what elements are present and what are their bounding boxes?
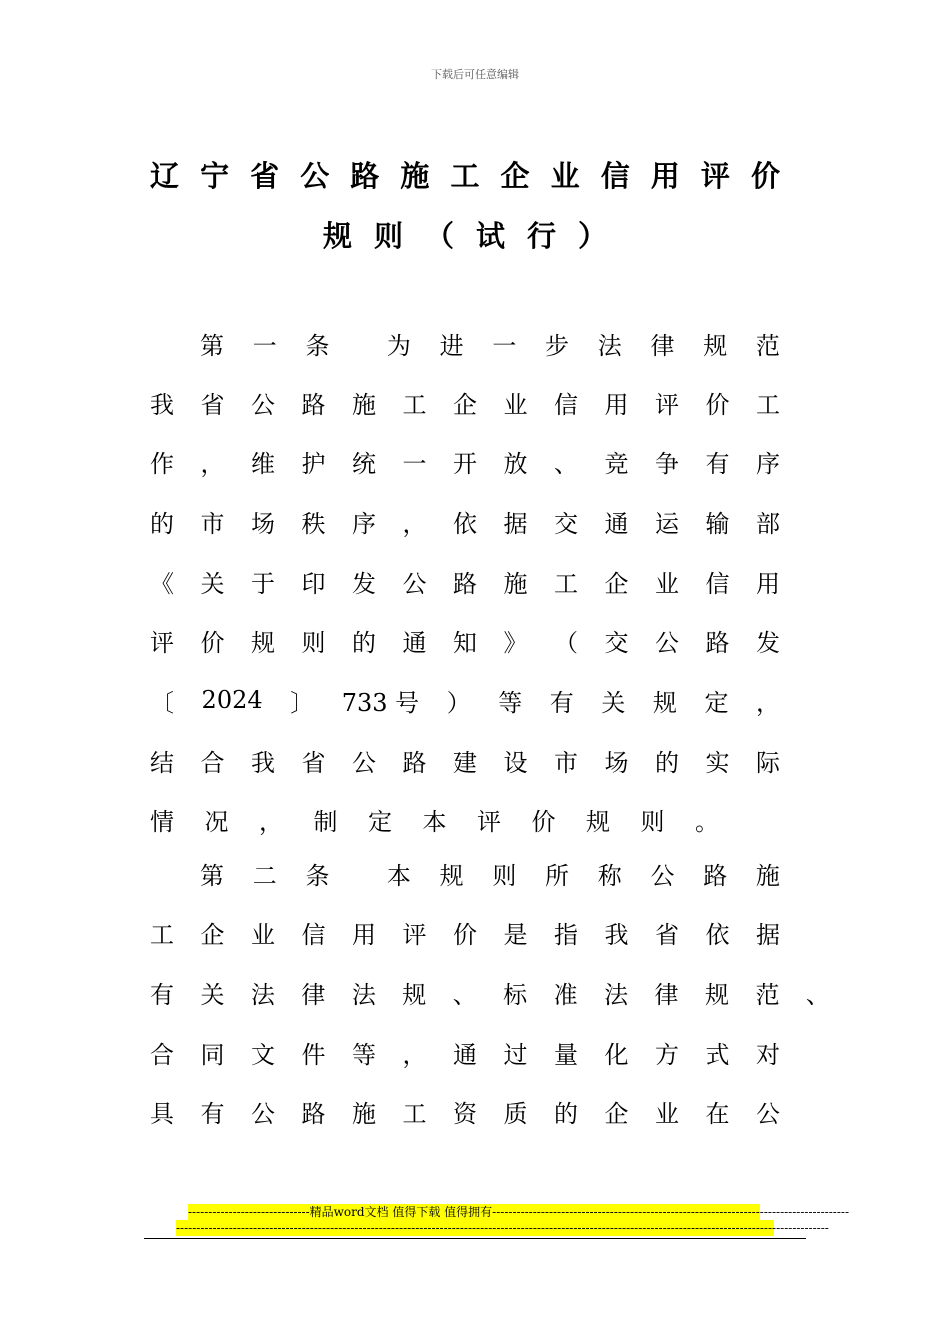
body-token: 开 (453, 449, 477, 478)
body-token: 有 (549, 688, 574, 717)
body-token: 信 (705, 569, 730, 598)
body-token: 一 (492, 331, 517, 360)
body-token: 维 (251, 449, 275, 478)
body-token: 业 (655, 1099, 679, 1128)
body-token: 等 (498, 688, 523, 717)
body-token: 的 (352, 628, 376, 657)
body-token: 评 (150, 628, 174, 657)
body-token: 二 (252, 861, 277, 890)
body-token: 通 (402, 628, 427, 657)
body-token: 件 (301, 1040, 326, 1069)
title-line-2-char: 则 (373, 219, 403, 253)
body-token: 规 (439, 861, 464, 890)
body-token: 信 (301, 920, 326, 949)
body-token: 本 (422, 807, 447, 836)
body-token: 路 (301, 390, 326, 419)
body-token: 关 (601, 688, 626, 717)
title-line-1-char: 辽 (150, 159, 180, 193)
document-title-line-1 (150, 154, 780, 195)
body-line (150, 742, 780, 778)
body-token: 路 (402, 748, 427, 777)
body-token: 通 (604, 509, 629, 538)
body-token: 具 (150, 1099, 174, 1128)
title-line-1-char: 业 (550, 159, 580, 193)
body-token: 》 (503, 628, 528, 657)
body-token: 有 (150, 980, 174, 1009)
body-token: 律 (301, 980, 326, 1009)
body-token: 际 (756, 748, 780, 777)
body-token: ， (259, 807, 283, 836)
body-token: 、 (452, 980, 477, 1009)
body-token: 规 (251, 628, 275, 657)
body-token: 公 (756, 1099, 780, 1128)
body-token: 价 (200, 628, 225, 657)
footer-banner (176, 1204, 849, 1236)
body-token: 用 (352, 920, 376, 949)
body-token: 733 号 (341, 688, 420, 717)
body-token: 法 (604, 980, 629, 1009)
body-token: 2024 (201, 686, 263, 714)
body-token: 路 (703, 861, 728, 890)
body-token: 一 (402, 449, 427, 478)
body-token: 路 (301, 1099, 326, 1128)
body-token: 公 (655, 628, 679, 657)
body-token: 知 (453, 628, 477, 657)
body-token: 是 (503, 920, 528, 949)
body-token: 工 (402, 390, 427, 419)
footer-banner-line-1: ------------------------------精品word文档 值得下载 值得拥有---------------------------------------------------------------------------------------- (188, 1205, 849, 1219)
body-token: 业 (251, 920, 275, 949)
body-line (150, 563, 780, 599)
body-token: 企 (453, 390, 477, 419)
body-token: 工 (402, 1099, 427, 1128)
body-token: 放 (503, 449, 528, 478)
body-token: 范 (755, 331, 780, 360)
body-token: 通 (453, 1040, 477, 1069)
body-token: 评 (402, 920, 427, 949)
body-token: 同 (200, 1040, 225, 1069)
body-line (200, 855, 780, 891)
body-token: 我 (150, 390, 174, 419)
title-line-1-char: 信 (600, 159, 630, 193)
body-token: 规 (586, 807, 610, 836)
body-token: 业 (655, 569, 679, 598)
body-token: 工 (150, 920, 174, 949)
body-token: 化 (604, 1040, 629, 1069)
body-token: 用 (604, 390, 629, 419)
body-token: 的 (150, 509, 174, 538)
title-line-2-char: 规 (322, 219, 352, 253)
title-line-1-char: 宁 (200, 159, 230, 193)
body-token: ， (755, 688, 780, 717)
body-token: 工 (554, 569, 578, 598)
body-token: （ (554, 628, 578, 657)
body-token: 省 (301, 748, 326, 777)
body-token: 发 (756, 628, 780, 657)
body-token: 的 (554, 1099, 578, 1128)
body-token: 则 (301, 628, 326, 657)
body-token: 合 (150, 1040, 174, 1069)
body-token: 律 (650, 331, 675, 360)
body-token: 质 (503, 1099, 528, 1128)
body-line (150, 914, 780, 950)
body-token: 关 (200, 569, 225, 598)
body-token: 设 (503, 748, 528, 777)
title-line-1-char: 用 (650, 159, 680, 193)
body-token: 有 (200, 1099, 225, 1128)
body-token: 于 (251, 569, 275, 598)
body-token: 序 (352, 509, 376, 538)
body-token: 交 (554, 509, 578, 538)
body-token: 省 (200, 390, 225, 419)
body-token: 作 (150, 449, 174, 478)
title-line-2-char: （ (424, 219, 454, 253)
body-line (150, 384, 780, 420)
body-token: 施 (352, 390, 376, 419)
document-title-line-2 (150, 214, 780, 255)
body-token: 部 (756, 509, 780, 538)
body-token: 规 (402, 980, 427, 1009)
body-token: 路 (453, 569, 477, 598)
body-token: 施 (503, 569, 528, 598)
body-token: ， (402, 1040, 427, 1069)
title-line-1-char: 评 (700, 159, 730, 193)
body-token: 市 (200, 509, 225, 538)
body-token: 式 (705, 1040, 730, 1069)
title-line-2-char: ） (578, 219, 608, 253)
body-line (150, 801, 780, 837)
body-token: 称 (597, 861, 622, 890)
body-token: 公 (251, 1099, 275, 1128)
body-token: 用 (756, 569, 780, 598)
body-token: 规 (652, 688, 677, 717)
body-token: 建 (453, 748, 477, 777)
body-token: 法 (597, 331, 622, 360)
body-token: 情 (150, 807, 174, 836)
body-token: 实 (705, 748, 730, 777)
body-token: 公 (251, 390, 275, 419)
title-line-1-char: 省 (250, 159, 280, 193)
body-token: 制 (313, 807, 338, 836)
title-line-1-char: 企 (500, 159, 530, 193)
body-token: 第 (200, 331, 224, 360)
body-token: 过 (503, 1040, 528, 1069)
body-token: 条 (305, 861, 330, 890)
body-token: 有 (705, 449, 730, 478)
body-token: 公 (402, 569, 427, 598)
body-token: 步 (545, 331, 570, 360)
body-token: 方 (655, 1040, 679, 1069)
body-token: 。 (695, 807, 719, 836)
body-line (150, 1093, 780, 1129)
body-token: 定 (704, 688, 729, 717)
body-token: 业 (503, 390, 528, 419)
body-token: 一 (252, 331, 277, 360)
body-token: 施 (755, 861, 780, 890)
body-token: 输 (705, 509, 730, 538)
body-token: 资 (453, 1099, 477, 1128)
body-line (150, 1034, 780, 1070)
title-line-1-char: 施 (400, 159, 430, 193)
body-token: 企 (604, 1099, 629, 1128)
body-token: 所 (545, 861, 570, 890)
body-token: 运 (655, 509, 679, 538)
body-token: 施 (352, 1099, 376, 1128)
title-line-2-char: 试 (476, 219, 506, 253)
body-token: ， (402, 509, 427, 538)
body-token: ） (446, 688, 471, 717)
body-token: 价 (705, 390, 730, 419)
body-token: 据 (756, 920, 780, 949)
body-token: 护 (301, 449, 326, 478)
body-token: 场 (604, 748, 629, 777)
title-line-2-char: 行 (527, 219, 557, 253)
body-token: 路 (705, 628, 730, 657)
body-token: 量 (554, 1040, 578, 1069)
body-token: 本 (386, 861, 411, 890)
body-token: 为 (386, 331, 411, 360)
body-token: 结 (150, 748, 174, 777)
footer-divider (144, 1238, 806, 1239)
footer-banner-line-2: ----------------------------------------------------------------------------------------------------------------------------------------------------------------- (176, 1221, 829, 1235)
body-token: 价 (531, 807, 556, 836)
body-token: 标 (503, 980, 528, 1009)
body-token: 进 (439, 331, 464, 360)
body-token: 法 (250, 980, 275, 1009)
body-token: 《 (150, 569, 174, 598)
body-token: ， (200, 449, 225, 478)
body-token: 的 (655, 748, 679, 777)
body-token: 〕 (290, 688, 315, 717)
body-token: 场 (251, 509, 275, 538)
body-token: 准 (553, 980, 578, 1009)
body-token: 范 (755, 980, 780, 1009)
body-token: 交 (604, 628, 629, 657)
body-token: 工 (756, 390, 780, 419)
body-token: 文 (251, 1040, 275, 1069)
body-token: 发 (352, 569, 376, 598)
body-line (150, 682, 780, 718)
body-token: 竞 (604, 449, 629, 478)
body-line (150, 503, 780, 539)
body-token: 对 (756, 1040, 780, 1069)
body-token: 在 (705, 1099, 730, 1128)
body-token: 评 (655, 390, 679, 419)
body-token: 合 (200, 748, 225, 777)
body-token: 指 (554, 920, 578, 949)
body-line (200, 325, 780, 361)
body-token: 法 (351, 980, 376, 1009)
body-token: 省 (655, 920, 679, 949)
page-header-note: 下载后可任意编辑 (431, 68, 519, 81)
body-token: 则 (492, 861, 517, 890)
body-line (150, 443, 780, 479)
body-token: 我 (604, 920, 629, 949)
body-token: 据 (503, 509, 528, 538)
body-token: 条 (305, 331, 330, 360)
body-token: 等 (352, 1040, 376, 1069)
title-line-1-char: 价 (750, 159, 780, 193)
body-token: 关 (200, 980, 225, 1009)
body-token: 规 (703, 331, 728, 360)
body-token: 信 (554, 390, 578, 419)
body-token: 印 (301, 569, 326, 598)
body-token: 统 (352, 449, 376, 478)
body-token: 第 (200, 861, 224, 890)
body-token: 、 (805, 980, 830, 1009)
body-token: 市 (554, 748, 578, 777)
body-token: 争 (655, 449, 679, 478)
title-line-1-char: 公 (300, 159, 330, 193)
body-token: 序 (756, 449, 780, 478)
title-line-1-char: 工 (450, 159, 480, 193)
body-line (150, 974, 830, 1010)
body-token: 秩 (301, 509, 326, 538)
body-token: 公 (650, 861, 675, 890)
body-line (150, 622, 780, 658)
body-token: 价 (453, 920, 477, 949)
body-token: 企 (604, 569, 629, 598)
body-token: 我 (251, 748, 275, 777)
body-token: 况 (204, 807, 229, 836)
body-token: 定 (368, 807, 392, 836)
body-token: 依 (453, 509, 477, 538)
title-line-1-char: 路 (350, 159, 380, 193)
body-token: 、 (554, 449, 578, 478)
body-token: 公 (352, 748, 376, 777)
body-token: 评 (477, 807, 501, 836)
body-token: 规 (704, 980, 729, 1009)
body-token: 律 (654, 980, 679, 1009)
body-token: 依 (705, 920, 730, 949)
body-token: 则 (640, 807, 665, 836)
body-token: 〔 (150, 688, 174, 717)
body-token: 企 (200, 920, 225, 949)
